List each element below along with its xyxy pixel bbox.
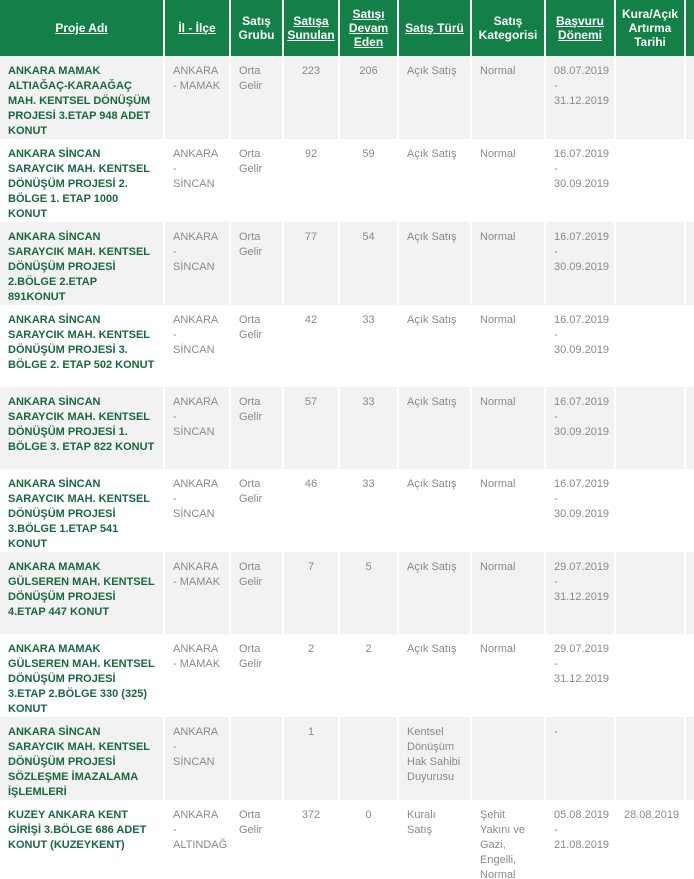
sales-category-cell: Normal bbox=[472, 139, 546, 222]
sales-category-cell: Normal bbox=[472, 56, 546, 139]
table-row bbox=[0, 634, 694, 717]
offered-count-cell: 7 bbox=[284, 552, 340, 634]
sales-type-cell: Açık Satış bbox=[399, 387, 472, 469]
project-name-cell[interactable]: ANKARA SİNCAN SARAYCIK MAH. KENTSEL DÖNÜŞÜM PROJESİ 2.BÖLGE 2.ETAP 891KONUT bbox=[0, 222, 165, 305]
header-proje-adi[interactable]: Proje Adı bbox=[0, 0, 165, 56]
ongoing-count-cell: 33 bbox=[340, 305, 399, 387]
offered-count-cell: 372 bbox=[284, 800, 340, 879]
project-name-cell[interactable]: ANKARA SİNCAN SARAYCIK MAH. KENTSEL DÖNÜŞÜM PROJESİ 3.BÖLGE 1.ETAP 541 KONUT bbox=[0, 469, 165, 552]
table-row bbox=[0, 139, 694, 222]
location-cell: ANKARA - ALTINDAĞ bbox=[165, 800, 231, 879]
offered-count-cell: 2 bbox=[284, 634, 340, 717]
extra-cell bbox=[686, 634, 694, 717]
location-cell: ANKARA - SİNCAN bbox=[165, 469, 231, 552]
application-period-cell: 29.07.2019 - 31.12.2019 bbox=[546, 552, 616, 634]
offered-count-cell: 92 bbox=[284, 139, 340, 222]
extra-cell bbox=[686, 800, 694, 879]
extra-cell bbox=[686, 469, 694, 552]
table-row bbox=[0, 552, 694, 634]
draw-date-cell bbox=[616, 552, 686, 634]
location-cell: ANKARA - SİNCAN bbox=[165, 222, 231, 305]
draw-date-cell bbox=[616, 387, 686, 469]
application-period-cell: 16.07.2019 - 30.09.2019 bbox=[546, 469, 616, 552]
draw-date-cell bbox=[616, 305, 686, 387]
ongoing-count-cell: 5 bbox=[340, 552, 399, 634]
sales-group-cell: Orta Gelir bbox=[231, 634, 284, 717]
ongoing-count-cell: 33 bbox=[340, 387, 399, 469]
ongoing-count-cell: 59 bbox=[340, 139, 399, 222]
sales-type-cell: Kuralı Satış bbox=[399, 800, 472, 879]
header-satis-grubu: Satış Grubu bbox=[231, 0, 284, 56]
ongoing-count-cell: 0 bbox=[340, 800, 399, 879]
offered-count-cell: 223 bbox=[284, 56, 340, 139]
header-basvuru-donemi[interactable]: Başvuru Dönemi bbox=[546, 0, 616, 56]
ongoing-count-cell: 206 bbox=[340, 56, 399, 139]
sales-group-cell: Orta Gelir bbox=[231, 56, 284, 139]
table-row bbox=[0, 800, 694, 879]
project-name-cell[interactable]: ANKARA SİNCAN SARAYCIK MAH. KENTSEL DÖNÜŞÜM PROJESİ 2. BÖLGE 1. ETAP 1000 KONUT bbox=[0, 139, 165, 222]
header-kura-tarihi: Kura/Açık Artırma Tarihi bbox=[616, 0, 686, 56]
sales-group-cell: Orta Gelir bbox=[231, 387, 284, 469]
header-satisa-sunulan[interactable]: Satışa Sunulan bbox=[284, 0, 340, 56]
extra-cell bbox=[686, 56, 694, 139]
location-cell: ANKARA - SİNCAN bbox=[165, 305, 231, 387]
ongoing-count-cell: 2 bbox=[340, 634, 399, 717]
application-period-cell: 05.08.2019 - 21.08.2019 bbox=[546, 800, 616, 879]
application-period-cell: 16.07.2019 - 30.09.2019 bbox=[546, 387, 616, 469]
sales-type-cell: Açık Satış bbox=[399, 305, 472, 387]
location-cell: ANKARA - SİNCAN bbox=[165, 717, 231, 800]
application-period-cell: - bbox=[546, 717, 616, 800]
draw-date-cell bbox=[616, 634, 686, 717]
extra-cell bbox=[686, 139, 694, 222]
extra-cell bbox=[686, 552, 694, 634]
table-row bbox=[0, 387, 694, 469]
location-cell: ANKARA - SİNCAN bbox=[165, 387, 231, 469]
table-row bbox=[0, 222, 694, 305]
draw-date-cell bbox=[616, 139, 686, 222]
table-header-row bbox=[0, 0, 694, 56]
draw-date-cell bbox=[616, 222, 686, 305]
sales-group-cell: Orta Gelir bbox=[231, 139, 284, 222]
location-cell: ANKARA - SİNCAN bbox=[165, 139, 231, 222]
location-cell: ANKARA - MAMAK bbox=[165, 56, 231, 139]
sales-group-cell: Orta Gelir bbox=[231, 552, 284, 634]
offered-count-cell: 1 bbox=[284, 717, 340, 800]
offered-count-cell: 42 bbox=[284, 305, 340, 387]
sales-group-cell: Orta Gelir bbox=[231, 800, 284, 879]
location-cell: ANKARA - MAMAK bbox=[165, 552, 231, 634]
application-period-cell: 16.07.2019 - 30.09.2019 bbox=[546, 139, 616, 222]
header-satisi-devam-eden[interactable]: Satışı Devam Eden bbox=[340, 0, 399, 56]
table-body bbox=[0, 56, 694, 879]
extra-cell bbox=[686, 305, 694, 387]
header-satis-kategorisi: Satış Kategorisi bbox=[472, 0, 546, 56]
offered-count-cell: 57 bbox=[284, 387, 340, 469]
sales-category-cell: Normal bbox=[472, 634, 546, 717]
draw-date-cell bbox=[616, 717, 686, 800]
sales-category-cell: Normal bbox=[472, 387, 546, 469]
sales-group-cell bbox=[231, 717, 284, 800]
location-cell: ANKARA - MAMAK bbox=[165, 634, 231, 717]
application-period-cell: 08.07.2019 - 31.12.2019 bbox=[546, 56, 616, 139]
ongoing-count-cell bbox=[340, 717, 399, 800]
draw-date-cell bbox=[616, 56, 686, 139]
header-il-ilce[interactable]: İl - İlçe bbox=[165, 0, 231, 56]
draw-date-cell: 28.08.2019 bbox=[616, 800, 686, 879]
project-name-cell[interactable]: ANKARA SİNCAN SARAYCIK MAH. KENTSEL DÖNÜŞÜM PROJESİ 3. BÖLGE 2. ETAP 502 KONUT bbox=[0, 305, 165, 387]
application-period-cell: 16.07.2019 - 30.09.2019 bbox=[546, 222, 616, 305]
project-name-cell[interactable]: KUZEY ANKARA KENT GİRİŞİ 3.BÖLGE 686 ADET KONUT (KUZEYKENT) bbox=[0, 800, 165, 879]
sales-type-cell: Açık Satış bbox=[399, 222, 472, 305]
sales-type-cell: Açık Satış bbox=[399, 56, 472, 139]
sales-category-cell: Normal bbox=[472, 552, 546, 634]
project-name-cell[interactable]: ANKARA SİNCAN SARAYCIK MAH. KENTSEL DÖNÜŞÜM PROJESİ 1. BÖLGE 3. ETAP 822 KONUT bbox=[0, 387, 165, 469]
project-name-cell[interactable]: ANKARA MAMAK GÜLSEREN MAH. KENTSEL DÖNÜŞÜM PROJESİ 3.ETAP 2.BÖLGE 330 (325) KONUT bbox=[0, 634, 165, 717]
extra-cell bbox=[686, 387, 694, 469]
table-row bbox=[0, 305, 694, 387]
offered-count-cell: 46 bbox=[284, 469, 340, 552]
sales-group-cell: Orta Gelir bbox=[231, 305, 284, 387]
application-period-cell: 29.07.2019 - 31.12.2019 bbox=[546, 634, 616, 717]
table-row bbox=[0, 469, 694, 552]
header-satis-turu[interactable]: Satış Türü bbox=[399, 0, 472, 56]
project-name-cell[interactable]: ANKARA MAMAK GÜLSEREN MAH. KENTSEL DÖNÜŞÜM PROJESİ 4.ETAP 447 KONUT bbox=[0, 552, 165, 634]
sales-category-cell bbox=[472, 717, 546, 800]
ongoing-count-cell: 54 bbox=[340, 222, 399, 305]
ongoing-count-cell: 33 bbox=[340, 469, 399, 552]
sales-category-cell: Normal bbox=[472, 305, 546, 387]
extra-cell bbox=[686, 717, 694, 800]
extra-cell bbox=[686, 222, 694, 305]
table-row bbox=[0, 56, 694, 139]
sales-group-cell: Orta Gelir bbox=[231, 469, 284, 552]
sales-category-cell: Normal bbox=[472, 469, 546, 552]
sales-type-cell: Açık Satış bbox=[399, 139, 472, 222]
project-name-cell[interactable]: ANKARA SİNCAN SARAYCIK MAH. KENTSEL DÖNÜŞÜM PROJESİ SÖZLEŞME İMAZALAMA İŞLEMLERİ bbox=[0, 717, 165, 800]
application-period-cell: 16.07.2019 - 30.09.2019 bbox=[546, 305, 616, 387]
sales-category-cell: Şehit Yakını ve Gazi, Engelli, Normal bbox=[472, 800, 546, 879]
sales-type-cell: Kentsel Dönüşüm Hak Sahibi Duyurusu bbox=[399, 717, 472, 800]
project-name-cell[interactable]: ANKARA MAMAK ALTIAĞAÇ-KARAAĞAÇ MAH. KENTSEL DÖNÜŞÜM PROJESİ 3.ETAP 948 ADET KONUT bbox=[0, 56, 165, 139]
offered-count-cell: 77 bbox=[284, 222, 340, 305]
table-row bbox=[0, 717, 694, 800]
sales-type-cell: Açık Satış bbox=[399, 469, 472, 552]
sales-category-cell: Normal bbox=[472, 222, 546, 305]
sales-type-cell: Açık Satış bbox=[399, 634, 472, 717]
sales-type-cell: Açık Satış bbox=[399, 552, 472, 634]
sales-group-cell: Orta Gelir bbox=[231, 222, 284, 305]
header-extra bbox=[686, 0, 694, 56]
draw-date-cell bbox=[616, 469, 686, 552]
